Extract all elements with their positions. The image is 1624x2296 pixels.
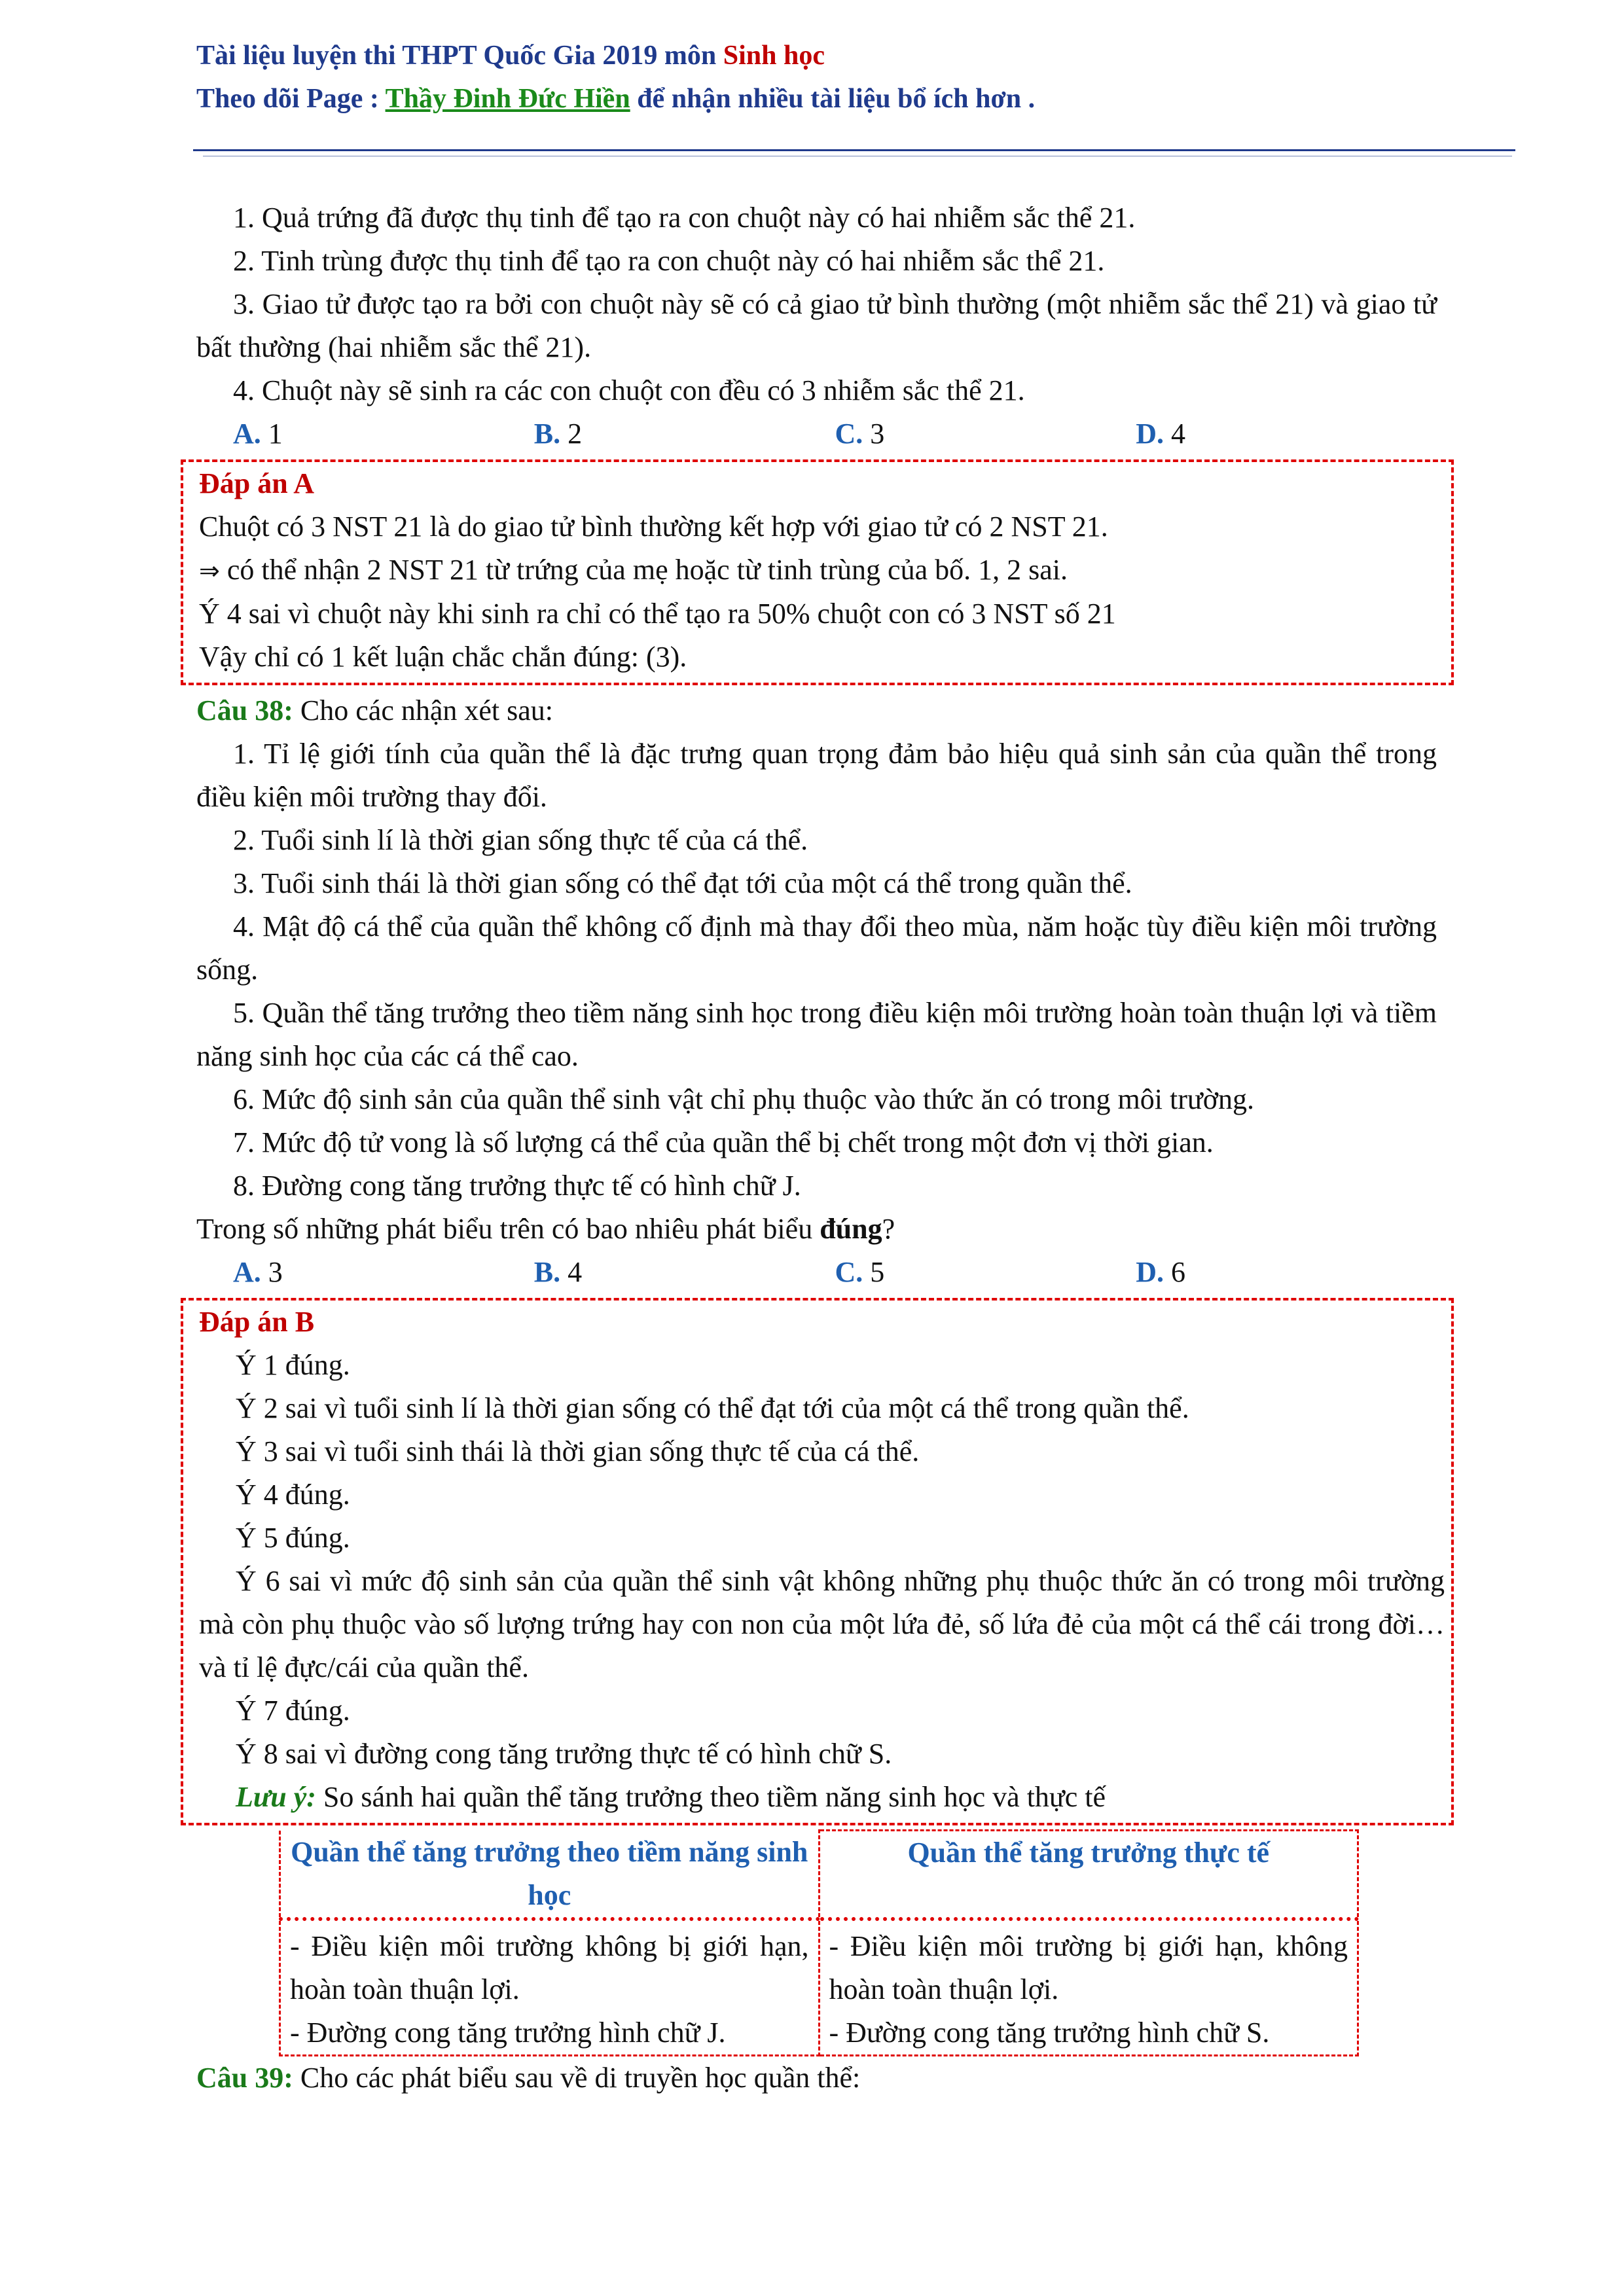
header-page-link[interactable]: Thầy Đinh Đức Hiền (385, 84, 630, 114)
q38-choice-d (1136, 1251, 1437, 1294)
header-follow-line (196, 77, 1506, 120)
header-title-line (196, 34, 1506, 77)
q38-answer-line-7: Ý 7 đúng. (236, 1695, 350, 1727)
q39-intro: Cho các phát biểu sau về di truyền học quần thể: (293, 2061, 861, 2094)
note-text: So sánh hai quần thể tăng trưởng theo tiềm năng sinh học và thực tế (316, 1781, 1106, 1813)
q37-statement-3: 3. Giao tử được tạo ra bởi con chuột này sẽ có cả giao tử bình thường (một nhiễm sắc thể 21) và giao tử bất thường (hai nhiễm sắc thể 21). (196, 288, 1437, 363)
q38-choices (196, 1251, 1437, 1294)
q38-answer-title: Đáp án B (199, 1306, 315, 1338)
choice-value: 3 (870, 418, 885, 450)
header-follow-suffix: để nhận nhiều tài liệu bổ ích hơn . (630, 84, 1036, 114)
q37-statement-4: 4. Chuột này sẽ sinh ra các con chuột con đều có 3 nhiễm sắc thể 21. (233, 374, 1025, 406)
page-content (196, 196, 1445, 2100)
choice-letter: A. (233, 418, 261, 450)
q38-answer-line-3: Ý 3 sai vì tuổi sinh thái là thời gian sống thực tế của cá thể. (236, 1435, 920, 1467)
q38-answer-line-1: Ý 1 đúng. (236, 1349, 350, 1381)
q39-label: Câu 39: (196, 2061, 293, 2094)
choice-value: 1 (268, 418, 283, 450)
table-cell-line: - Điều kiện môi trường bị giới hạn, không hoàn toàn thuận lợi. (829, 1929, 1348, 2005)
q37-choices (196, 412, 1437, 456)
choice-letter: B. (533, 1256, 561, 1288)
q37-answer-title: Đáp án A (199, 467, 315, 499)
q38-question-mark: ? (882, 1213, 895, 1245)
q38-statement-7: 7. Mức độ tử vong là số lượng cá thể của quần thể bị chết trong một đơn vị thời gian. (233, 1126, 1214, 1158)
table-cell-line: - Đường cong tăng trưởng hình chữ S. (829, 2016, 1270, 2049)
q38-answer-line-8: Ý 8 sai vì đường cong tăng trưởng thực tế có hình chữ S. (236, 1738, 892, 1770)
q39-heading (196, 2056, 1437, 2100)
q38-statement-2: 2. Tuổi sinh lí là thời gian sống thực tế của cá thể. (233, 824, 808, 856)
q38-statement-1: 1. Tỉ lệ giới tính của quần thể là đặc trưng quan trọng đảm bảo hiệu quả sinh sản của quần thể trong điều kiện môi trường thay đổi. (196, 738, 1437, 813)
q38-intro: Cho các nhận xét sau: (293, 694, 554, 726)
q38-answer-line-2: Ý 2 sai vì tuổi sinh lí là thời gian sống có thể đạt tới của một cá thể trong quần thể. (236, 1392, 1189, 1424)
choice-value: 4 (568, 1256, 583, 1288)
table-cell-biotic-potential (280, 1919, 820, 2056)
choice-letter: B. (533, 418, 561, 450)
table-cell-line: - Đường cong tăng trưởng hình chữ J. (290, 2016, 726, 2049)
q38-label: Câu 38: (196, 694, 293, 726)
q38-question-bold: đúng (820, 1213, 882, 1245)
q38-answer-line-6: Ý 6 sai vì mức độ sinh sản của quần thể sinh vật không những phụ thuộc thức ăn có trong môi trường mà còn phụ thuộc vào số lượng trứng hay con non của một lứa đẻ, số lứa đẻ của một cá thể cái trong đời… và tỉ lệ đực/cái của quần thể. (199, 1565, 1445, 1683)
q38-choice-a (233, 1251, 534, 1294)
q37-answer-line-2-text: có thể nhận 2 NST 21 từ trứng của mẹ hoặc từ tinh trùng của bố. 1, 2 sai. (219, 554, 1068, 586)
q37-choice-b (534, 412, 835, 456)
q37-answer-box (181, 459, 1454, 685)
table-header-actual-growth: Quần thể tăng trưởng thực tế (819, 1831, 1358, 1919)
note-label: Lưu ý: (236, 1781, 316, 1813)
q38-statement-6: 6. Mức độ sinh sản của quần thể sinh vật chỉ phụ thuộc vào thức ăn có trong môi trường. (233, 1083, 1254, 1115)
q38-answer-line-4: Ý 4 đúng. (236, 1479, 350, 1511)
q38-statement-3: 3. Tuổi sinh thái là thời gian sống có thể đạt tới của một cá thể trong quần thể. (233, 867, 1132, 899)
q38-answer-line-5: Ý 5 đúng. (236, 1522, 350, 1554)
q38-heading (196, 689, 1437, 732)
choice-value: 3 (268, 1256, 283, 1288)
choice-value: 4 (1171, 418, 1186, 450)
q37-choice-c (835, 412, 1136, 456)
q37-statement-2: 2. Tinh trùng được thụ tinh để tạo ra con chuột này có hai nhiễm sắc thể 21. (233, 245, 1105, 277)
header-divider (193, 149, 1515, 151)
q38-question-text: Trong số những phát biểu trên có bao nhiêu phát biểu (196, 1213, 820, 1245)
q37-answer-line-4: Vậy chỉ có 1 kết luận chắc chắn đúng: (3). (199, 641, 687, 673)
choice-letter: D. (1136, 418, 1164, 450)
q37-statement-1: 1. Quả trứng đã được thụ tinh để tạo ra con chuột này có hai nhiễm sắc thể 21. (233, 202, 1136, 234)
q37-choice-d (1136, 412, 1437, 456)
table-cell-actual-growth (819, 1919, 1358, 2056)
choice-letter: A. (233, 1256, 261, 1288)
choice-letter: C. (835, 1256, 863, 1288)
implies-arrow-icon: ⇒ (199, 556, 220, 585)
choice-letter: D. (1136, 1256, 1164, 1288)
table-header-biotic-potential: Quần thể tăng trưởng theo tiềm năng sinh học (280, 1831, 820, 1919)
page-header (196, 34, 1506, 120)
comparison-table-header-row (280, 1831, 1358, 1919)
q38-statement-8: 8. Đường cong tăng trưởng thực tế có hình chữ J. (233, 1170, 801, 1202)
q37-choice-a (233, 412, 534, 456)
choice-value: 5 (870, 1256, 885, 1288)
q38-answer-note (199, 1776, 1445, 1819)
q37-answer-line-2 (199, 548, 1445, 592)
choice-value: 2 (568, 418, 583, 450)
q37-answer-line-3: Ý 4 sai vì chuột này khi sinh ra chỉ có thể tạo ra 50% chuột con có 3 NST số 21 (199, 598, 1116, 630)
comparison-table (279, 1829, 1359, 2056)
q38-statement-5: 5. Quần thể tăng trưởng theo tiềm năng sinh học trong điều kiện môi trường hoàn toàn thuận lợi và tiềm năng sinh học của các cá thể cao. (196, 997, 1437, 1072)
q37-answer-line-1: Chuột có 3 NST 21 là do giao tử bình thường kết hợp với giao tử có 2 NST 21. (199, 511, 1108, 543)
q38-choice-b (534, 1251, 835, 1294)
comparison-table-body-row (280, 1919, 1358, 2056)
choice-value: 6 (1171, 1256, 1186, 1288)
q38-choice-c (835, 1251, 1136, 1294)
table-cell-line: - Điều kiện môi trường không bị giới hạn, hoàn toàn thuận lợi. (290, 1929, 809, 2005)
header-title-text: Tài liệu luyện thi THPT Quốc Gia 2019 môn (196, 41, 723, 71)
q38-statement-4: 4. Mật độ cá thể của quần thể không cố định mà thay đổi theo mùa, năm hoặc tùy điều kiện môi trường sống. (196, 910, 1437, 986)
header-follow-prefix: Theo dõi Page : (196, 84, 386, 114)
choice-letter: C. (835, 418, 863, 450)
header-subject: Sinh học (723, 41, 825, 71)
q38-question (196, 1208, 1437, 1251)
q38-answer-box (181, 1298, 1454, 1825)
